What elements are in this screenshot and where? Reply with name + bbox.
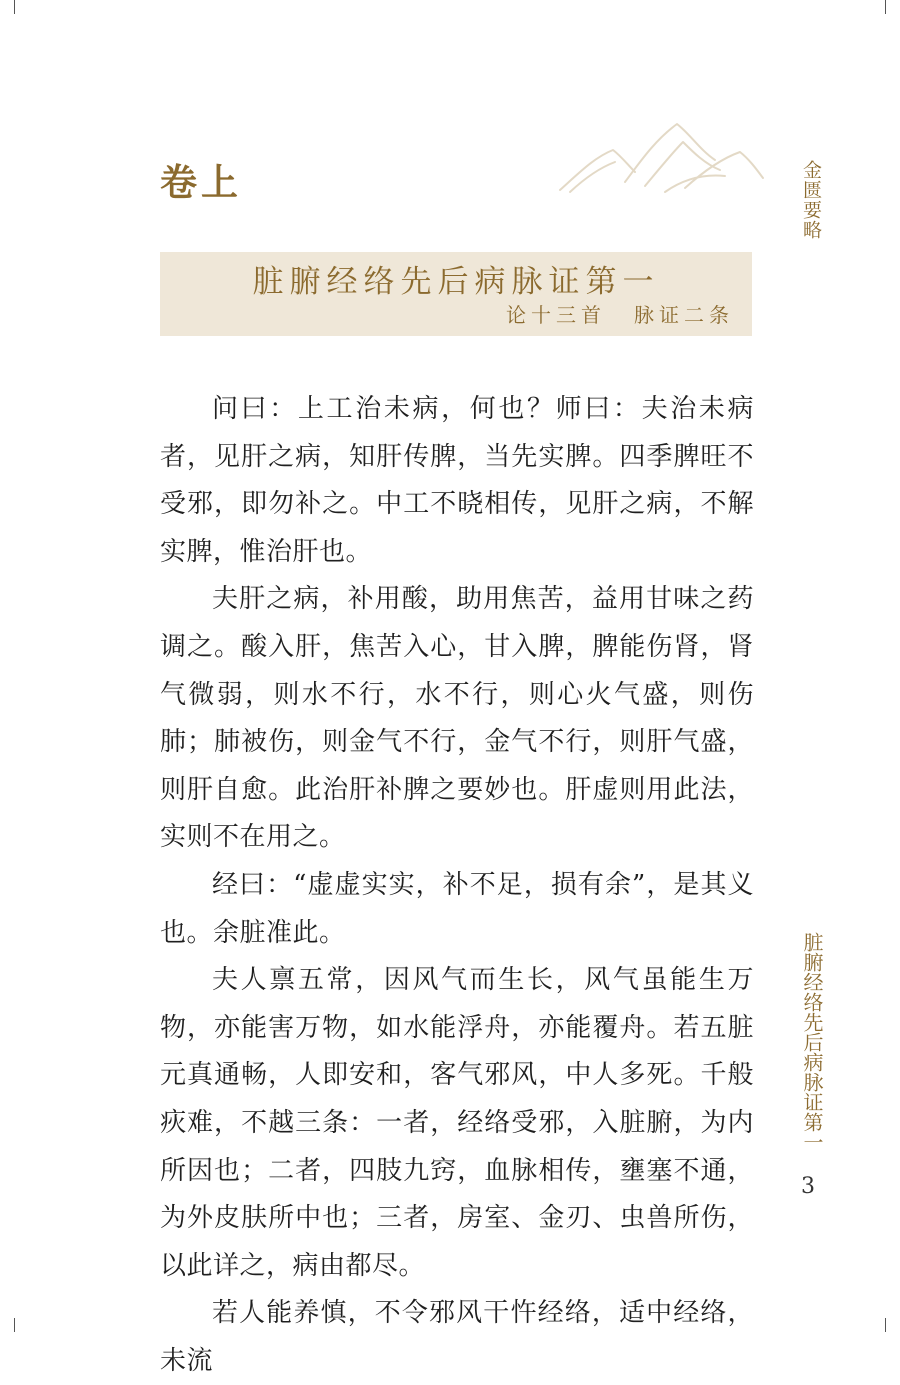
chapter-subtitle-left: 论十三首 [506, 303, 606, 327]
paragraph: 夫人禀五常，因风气而生长，风气虽能生万物，亦能害万物，如水能浮舟，亦能覆舟。若五脏元真通畅，人即安和，客气邪风，中人多死。千般疢难，不越三条：一者，经络受邪，入脏腑，为内所因也；二者，四肢九窍，血脉相传，壅塞不通，为外皮肤所中也；三者，房室、金刃、虫兽所伤，以此详之，病由都尽。 [160, 965, 754, 1281]
crop-mark-top-right [885, 0, 886, 14]
paragraph: 夫肝之病，补用酸，助用焦苦，益用甘味之药调之。酸入肝，焦苦入心，甘入脾，脾能伤肾，肾气微弱，则水不行，水不行，则心火气盛，则伤肺；肺被伤，则金气不行，金气不行，则肝气盛，则肝自愈。此治肝补脾之要妙也。肝虚则用此法，实则不在用之。 [160, 584, 754, 853]
side-chapter-title: 脏腑经络先后病脉证第一 [800, 932, 824, 1152]
page-number: 3 [801, 1174, 815, 1199]
side-book-title: 金匮要略 [800, 160, 822, 240]
crop-mark-bottom-right [885, 1318, 886, 1332]
crop-mark-top-left [14, 0, 15, 14]
body-text [160, 386, 754, 1385]
paragraph: 若人能养慎，不令邪风干忤经络，适中经络，未流 [160, 1298, 754, 1376]
crop-mark-bottom-left [14, 1318, 15, 1332]
mountain-ornament-icon [555, 112, 765, 202]
volume-title: 卷上 [160, 160, 242, 204]
paragraph: 经曰：“虚虚实实，补不足，损有余”，是其义也。余脏准此。 [160, 869, 754, 948]
chapter-subtitle-right: 脉证二条 [634, 303, 734, 327]
chapter-title: 脏腑经络先后病脉证第一 [252, 264, 660, 300]
chapter-subtitle [506, 300, 734, 330]
paragraph: 问曰：上工治未病，何也？师曰：夫治未病者，见肝之病，知肝传脾，当先实脾。四季脾旺不受邪，即勿补之。中工不晓相传，见肝之病，不解实脾，惟治肝也。 [160, 394, 754, 567]
chapter-header [160, 252, 752, 336]
